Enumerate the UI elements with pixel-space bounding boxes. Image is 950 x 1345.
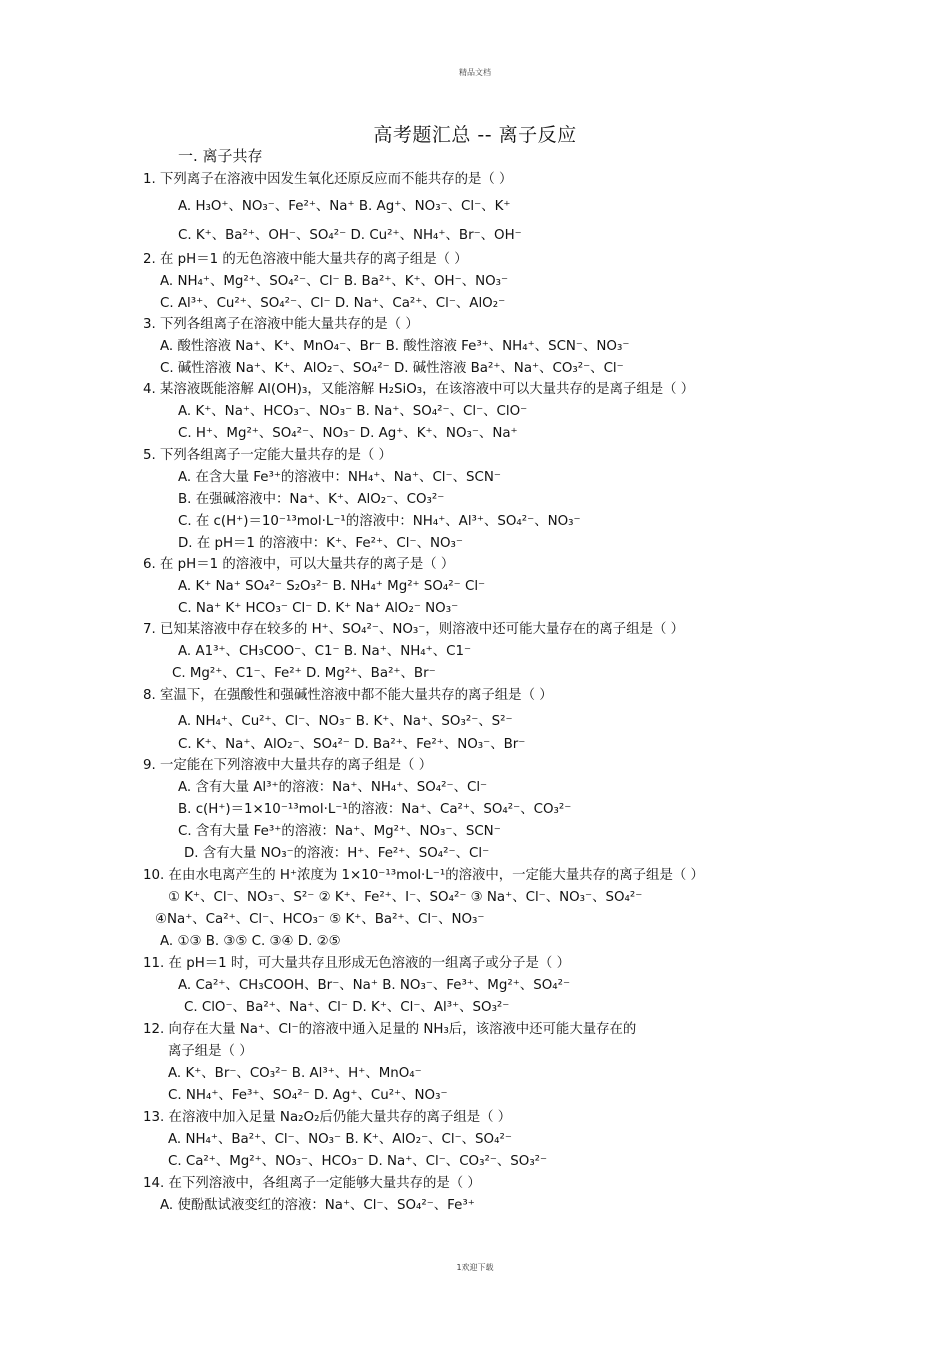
question-options: A. K⁺ Na⁺ SO₄²⁻ S₂O₃²⁻ B. NH₄⁺ Mg²⁺ SO₄²⁻ Cl⁻ (178, 579, 486, 594)
question-stem: 8. 室温下，在强酸性和强碱性溶液中都不能大量共存的离子组是（ ） (143, 688, 553, 703)
question-stem-continued: 离子组是（ ） (168, 1044, 253, 1059)
question-options: A. Ca²⁺、CH₃COOH、Br⁻、Na⁺ B. NO₃⁻、Fe³⁺、Mg²⁺、SO₄²⁻ (178, 978, 571, 993)
question-option: A. 含有大量 Al³⁺的溶液：Na⁺、NH₄⁺、SO₄²⁻、Cl⁻ (178, 780, 488, 795)
question-stem: 9. 一定能在下列溶液中大量共存的离子组是（ ） (143, 758, 433, 773)
question-stem: 3. 下列各组离子在溶液中能大量共存的是（ ） (143, 317, 419, 332)
question-options: A. K⁺、Na⁺、HCO₃⁻、NO₃⁻ B. Na⁺、SO₄²⁻、Cl⁻、ClO⁻ (178, 404, 528, 419)
question-stem: 12. 向存在大量 Na⁺、Cl⁻的溶液中通入足量的 NH₃后，该溶液中还可能大量存在的 (143, 1022, 637, 1037)
question-option: A. 使酚酞试液变红的溶液：Na⁺、Cl⁻、SO₄²⁻、Fe³⁺ (160, 1198, 475, 1213)
question-options: C. Ca²⁺、Mg²⁺、NO₃⁻、HCO₃⁻ D. Na⁺、Cl⁻、CO₃²⁻、SO₃²⁻ (168, 1154, 548, 1169)
document-title: 高考题汇总 -- 离子反应 (373, 124, 577, 146)
question-option: A. 在含大量 Fe³⁺的溶液中：NH₄⁺、Na⁺、Cl⁻、SCN⁻ (178, 470, 501, 485)
question-options: ① K⁺、Cl⁻、NO₃⁻、S²⁻ ② K⁺、Fe²⁺、I⁻、SO₄²⁻ ③ Na⁺、Cl⁻、NO₃⁻、SO₄²⁻ (168, 890, 643, 905)
question-options: C. NH₄⁺、Fe³⁺、SO₄²⁻ D. Ag⁺、Cu²⁺、NO₃⁻ (168, 1088, 448, 1103)
question-option: D. 含有大量 NO₃⁻的溶液：H⁺、Fe²⁺、SO₄²⁻、Cl⁻ (184, 846, 490, 861)
question-options: C. Al³⁺、Cu²⁺、SO₄²⁻、Cl⁻ D. Na⁺、Ca²⁺、Cl⁻、AlO₂⁻ (160, 296, 506, 311)
question-options: C. Mg²⁺、C1⁻、Fe²⁺ D. Mg²⁺、Ba²⁺、Br⁻ (172, 666, 436, 681)
question-options: C. K⁺、Na⁺、AlO₂⁻、SO₄²⁻ D. Ba²⁺、Fe²⁺、NO₃⁻、Br⁻ (178, 737, 526, 752)
question-option: B. 在强碱溶液中：Na⁺、K⁺、AlO₂⁻、CO₃²⁻ (178, 492, 445, 507)
question-options: A. A1³⁺、CH₃COO⁻、C1⁻ B. Na⁺、NH₄⁺、C1⁻ (178, 644, 472, 659)
question-options: A. NH₄⁺、Mg²⁺、SO₄²⁻、Cl⁻ B. Ba²⁺、K⁺、OH⁻、NO₃⁻ (160, 274, 509, 289)
question-stem: 4. 某溶液既能溶解 Al(OH)₃，又能溶解 H₂SiO₃，在该溶液中可以大量共存的是离子组是（ ） (143, 382, 695, 397)
question-stem: 13. 在溶液中加入足量 Na₂O₂后仍能大量共存的离子组是（ ） (143, 1110, 512, 1125)
question-options: C. Na⁺ K⁺ HCO₃⁻ Cl⁻ D. K⁺ Na⁺ AlO₂⁻ NO₃⁻ (178, 601, 459, 616)
question-options: C. ClO⁻、Ba²⁺、Na⁺、Cl⁻ D. K⁺、Cl⁻、Al³⁺、SO₃²⁻ (184, 1000, 510, 1015)
question-options: A. ①③ B. ③⑤ C. ③④ D. ②⑤ (160, 934, 341, 949)
question-options: ④Na⁺、Ca²⁺、Cl⁻、HCO₃⁻ ⑤ K⁺、Ba²⁺、Cl⁻、NO₃⁻ (155, 912, 485, 927)
section-heading: 一. 离子共存 (178, 147, 263, 165)
question-stem: 10. 在由水电离产生的 H⁺浓度为 1×10⁻¹³mol·L⁻¹的溶液中，一定能大量共存的离子组是（ ） (143, 868, 704, 883)
page-footer: 1欢迎下载 (456, 1263, 494, 1272)
question-option: C. 含有大量 Fe³⁺的溶液：Na⁺、Mg²⁺、NO₃⁻、SCN⁻ (178, 824, 501, 839)
question-stem: 14. 在下列溶液中，各组离子一定能够大量共存的是（ ） (143, 1176, 481, 1191)
question-options: C. K⁺、Ba²⁺、OH⁻、SO₄²⁻ D. Cu²⁺、NH₄⁺、Br⁻、OH⁻ (178, 228, 522, 243)
question-stem: 2. 在 pH＝1 的无色溶液中能大量共存的离子组是（ ） (143, 252, 468, 267)
question-option: B. c(H⁺)＝1×10⁻¹³mol·L⁻¹的溶液：Na⁺、Ca²⁺、SO₄²⁻、CO₃²⁻ (178, 802, 572, 817)
question-stem: 1. 下列离子在溶液中因发生氧化还原反应而不能共存的是（ ） (143, 172, 513, 187)
question-stem: 11. 在 pH＝1 时，可大量共存且形成无色溶液的一组离子或分子是（ ） (143, 956, 570, 971)
question-options: A. NH₄⁺、Cu²⁺、Cl⁻、NO₃⁻ B. K⁺、Na⁺、SO₃²⁻、S²⁻ (178, 714, 513, 729)
question-stem: 5. 下列各组离子一定能大量共存的是（ ） (143, 448, 392, 463)
question-options: C. 碱性溶液 Na⁺、K⁺、AlO₂⁻、SO₄²⁻ D. 碱性溶液 Ba²⁺、Na⁺、CO₃²⁻、Cl⁻ (160, 361, 624, 376)
question-options: A. H₃O⁺、NO₃⁻、Fe²⁺、Na⁺ B. Ag⁺、NO₃⁻、Cl⁻、K⁺ (178, 199, 511, 214)
question-option: D. 在 pH＝1 的溶液中：K⁺、Fe²⁺、Cl⁻、NO₃⁻ (178, 536, 463, 551)
page-header: 精品文档 (459, 68, 491, 77)
question-stem: 6. 在 pH＝1 的溶液中，可以大量共存的离子是（ ） (143, 557, 455, 572)
question-options: A. 酸性溶液 Na⁺、K⁺、MnO₄⁻、Br⁻ B. 酸性溶液 Fe³⁺、NH₄⁺、SCN⁻、NO₃⁻ (160, 339, 630, 354)
question-options: A. NH₄⁺、Ba²⁺、Cl⁻、NO₃⁻ B. K⁺、AlO₂⁻、Cl⁻、SO₄²⁻ (168, 1132, 512, 1147)
question-option: C. 在 c(H⁺)＝10⁻¹³mol·L⁻¹的溶液中：NH₄⁺、Al³⁺、SO₄²⁻、NO₃⁻ (178, 514, 581, 529)
question-stem: 7. 已知某溶液中存在较多的 H⁺、SO₄²⁻、NO₃⁻，则溶液中还可能大量存在的离子组是（ ） (143, 622, 685, 637)
question-options: A. K⁺、Br⁻、CO₃²⁻ B. Al³⁺、H⁺、MnO₄⁻ (168, 1066, 422, 1081)
question-options: C. H⁺、Mg²⁺、SO₄²⁻、NO₃⁻ D. Ag⁺、K⁺、NO₃⁻、Na⁺ (178, 426, 518, 441)
